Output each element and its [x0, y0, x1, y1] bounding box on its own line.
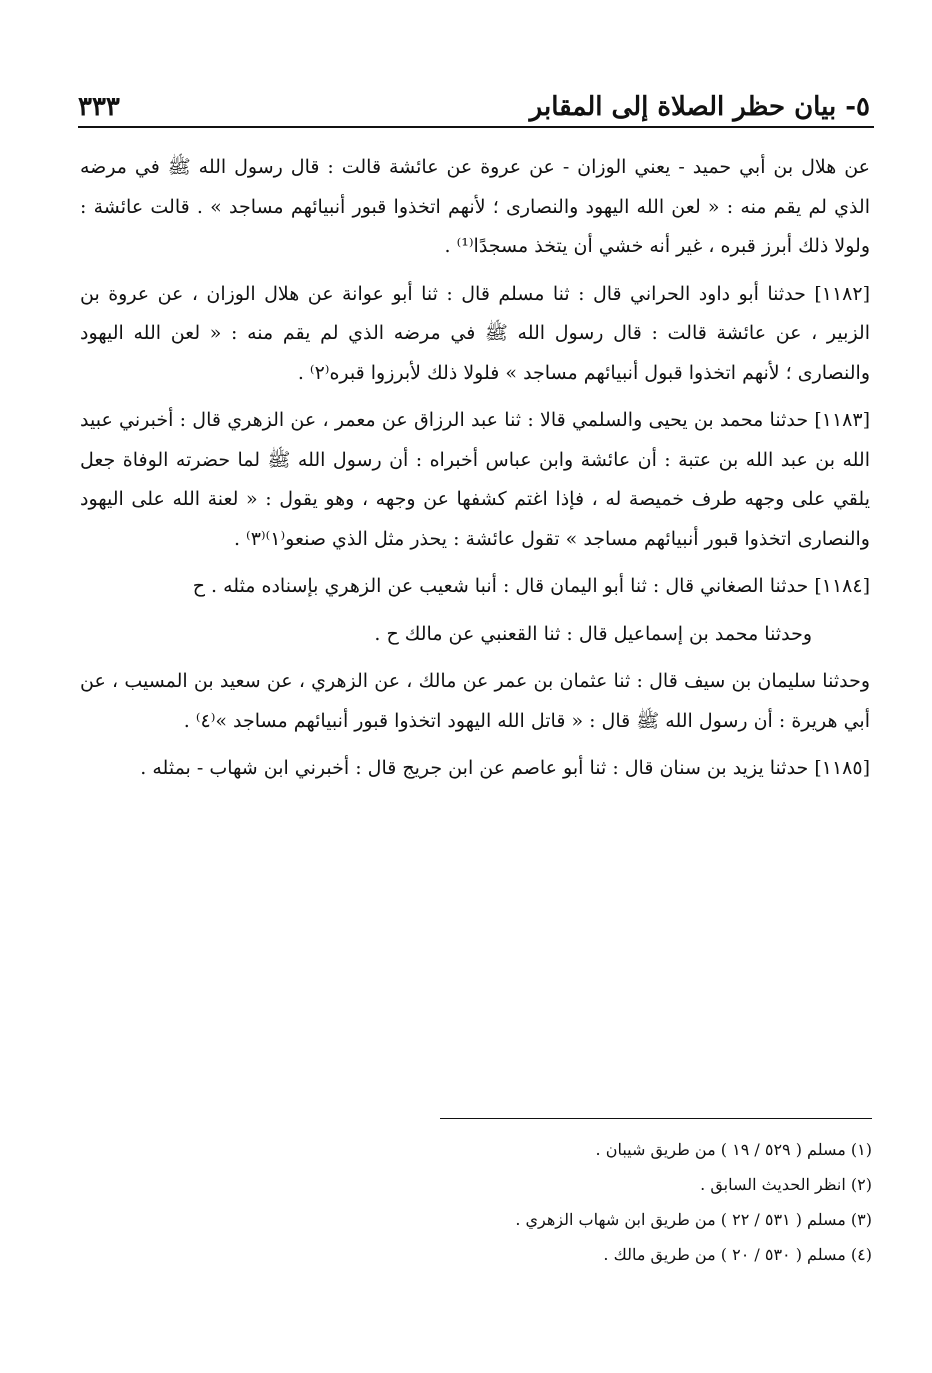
hadith-1185: [١١٨٥] حدثنا يزيد بن سنان قال : ثنا أبو عاصم عن ابن جريج قال : أخبرني ابن شهاب - بمثله .	[140, 757, 870, 779]
footnote-rule	[440, 1118, 872, 1119]
footnote: (١) مسلم ( ٥٢٩ / ١٩ ) من طريق شيبان .	[595, 1140, 872, 1159]
hadith-1184: [١١٨٤] حدثنا الصغاني قال : ثنا أبو اليمان قال : أنبا شعيب عن الزهري بإسناده مثله . ح	[192, 575, 870, 597]
hadith-1184-chain-b: وحدثنا محمد بن إسماعيل قال : ثنا القعنبي عن مالك ح .	[374, 622, 812, 645]
hadith-1183: [١١٨٣] حدثنا محمد بن يحيى والسلمي قالا : ثنا عبد الرزاق عن معمر ، عن الزهري قال : أخبرني عبيد الله بن عبد الله بن عتبة : أن عائشة وابن عباس أخبراه : أن رسول الله ﷺ لما حضرته الوفاة جعل يلقي على وجهه طرف خميصة له ، فإذا اغتم كشفها عن وجهه ، وهو يقول : « لعنة الله على اليهود والنصارى اتخذوا قبور أنبيائهم مساجد » تقول عائشة : يحذر مثل الذي صنعو⁽١⁾⁽٣⁾ .	[80, 409, 871, 550]
page-number: ٣٣٣	[78, 92, 120, 122]
page-header	[78, 72, 870, 122]
footnote: (٢) انظر الحديث السابق .	[700, 1175, 872, 1194]
main-text	[80, 148, 870, 797]
footnote: (٣) مسلم ( ٥٣١ / ٢٢ ) من طريق ابن شهاب الزهري .	[515, 1210, 872, 1229]
paragraph: عن هلال بن أبي حميد - يعني الوزان - عن عروة عن عائشة قالت : قال رسول الله ﷺ في مرضه الذي لم يقم منه : « لعن الله اليهود والنصارى ؛ لأنهم اتخذوا قبور أنبيائهم مساجد » . قالت عائشة : ولولا ذلك أبرز قبره ، غير أنه خشي أن يتخذ مسجدًا⁽¹⁾ .	[80, 156, 870, 257]
hadith-1184-chain-c: وحدثنا سليمان بن سيف قال : ثنا عثمان بن عمر عن مالك ، عن الزهري ، عن سعيد بن المسيب ، عن أبي هريرة : أن رسول الله ﷺ قال : « قاتل الله اليهود اتخذوا قبور أنبيائهم مساجد »⁽٤⁾ .	[80, 670, 870, 732]
footnote: (٤) مسلم ( ٥٣٠ / ٢٠ ) من طريق مالك .	[603, 1245, 872, 1264]
header-rule	[78, 126, 874, 128]
footnotes	[80, 1132, 872, 1272]
hadith-1182: [١١٨٢] حدثنا أبو داود الحراني قال : ثنا مسلم قال : ثنا أبو عوانة عن هلال الوزان ، عن عروة بن الزبير ، عن عائشة قالت : قال رسول الله ﷺ في مرضه الذي لم يقم منه : « لعن الله اليهود والنصارى ؛ لأنهم اتخذوا قبول أنبيائهم مساجد » فلولا ذلك لأبرزوا قبره⁽٢⁾ .	[80, 282, 870, 384]
chapter-title: ٥- بيان حظر الصلاة إلى المقابر	[529, 92, 870, 122]
